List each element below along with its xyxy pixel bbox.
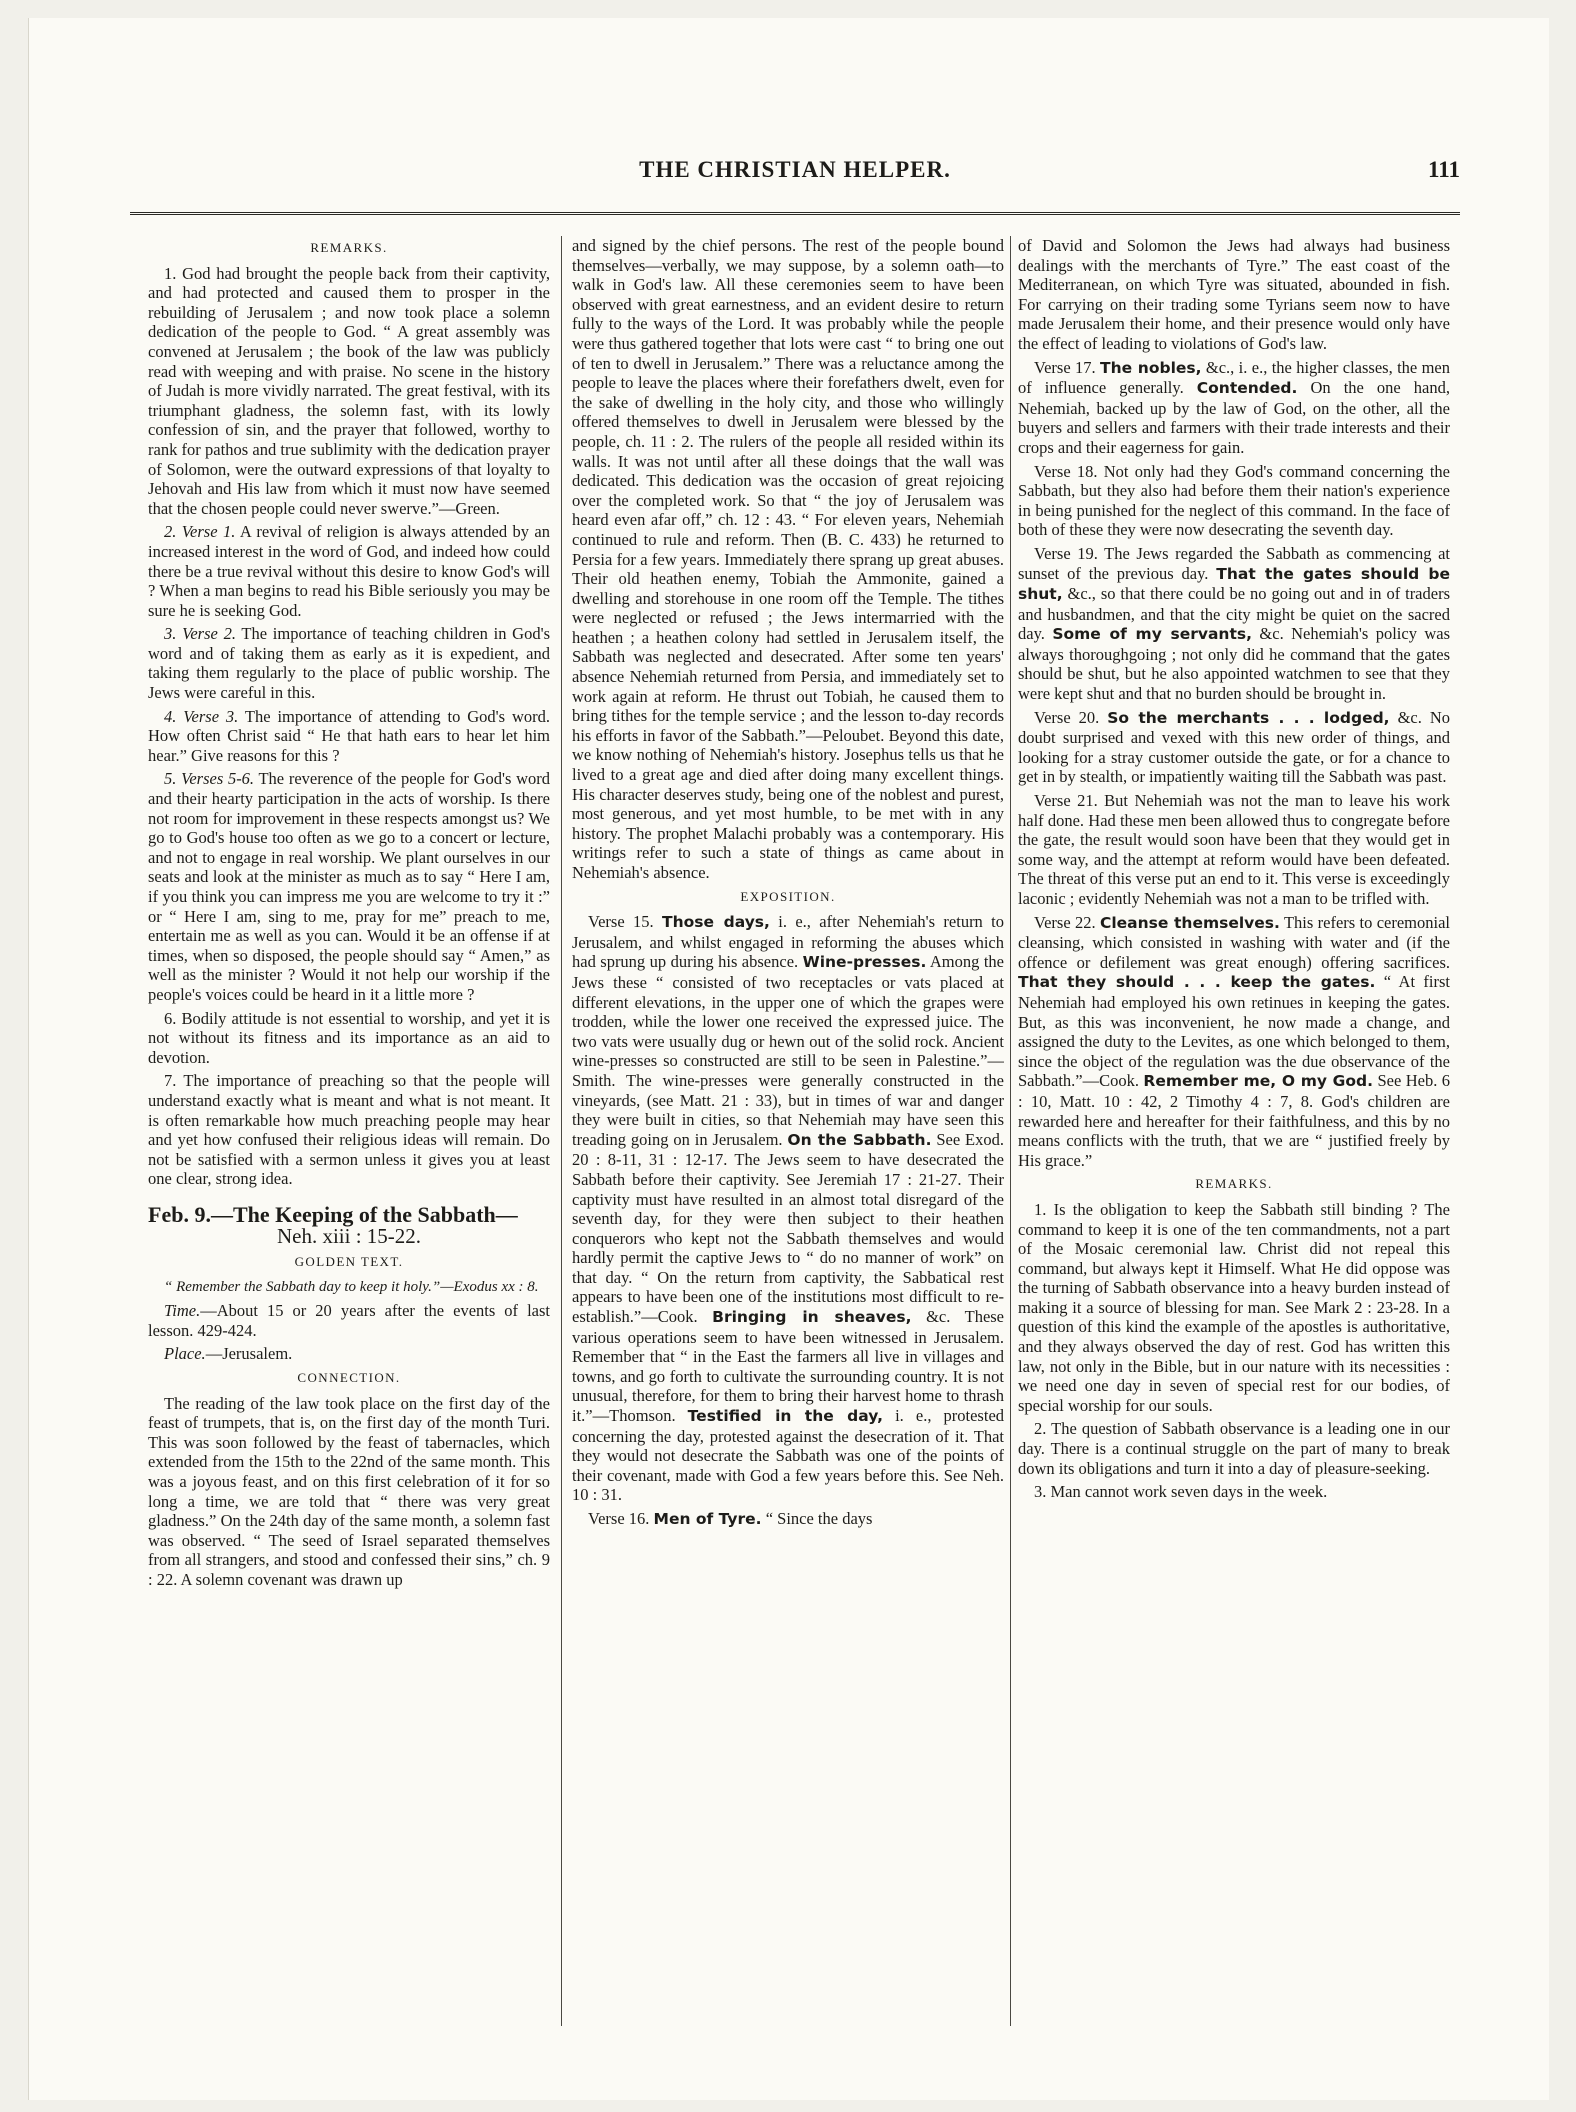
- verse-15-text: i. e., after Nehemiah's return to Jerusalem, and whilst engaged in reforming the abuses which had sprung up during his absence.: [572, 912, 1004, 972]
- remark-5-label: 5. Verses 5-6.: [164, 769, 255, 789]
- wine-presses-text: Among the Jews these “ consisted of two receptacles or vats placed at different elevations, in the upper one of which the grapes were trodden, while the lower one received the expressed juice. The two vats were usually dug or hewn out of the solid rock. Ancient wine-presses so constructed are still to be seen in Palestine.”—Smith. The wine-presses were generally constructed in the vineyards, (see Matt. 21 : 33), but in times of war and danger they were built in cities, so that Nehemiah may have seen this treading going on in Jerusalem.: [572, 952, 1004, 1149]
- sheaves-label: Bringing in sheaves,: [712, 1308, 912, 1327]
- remark-5-text: The reverence of the people for God's word and their hearty participation in the acts of worship. Is there not room for improvement in these respects amongst us? We go to God's house too often as we go to a concert or lecture, and not to engage in real worship. We plant ourselves in our seats and look at the minister as much as to say “ Here I am, if you think you can impress me you are welcome to try it :” or “ Here I am, sing to me, pray for me” preach to me, entertain me as well as you can. Would it be an offense if at times, when so disposed, the people should say “ Amen,” as well as the minister ? Would it not help our worship if the people's voices could be heard in it a little more ?: [148, 769, 550, 1004]
- remark-7: 7. The importance of preaching so that the people will understand exactly what is meant and what is not meant. It is often remarkable how much preaching people may hear and yet how confused their religious ideas will remain. Do not be satisfied with a sermon unless it gives you at least one clear, strong idea.: [148, 1071, 550, 1189]
- gates-label: That the gates should be shut,: [1018, 564, 1450, 604]
- verse-15-label: Those days,: [662, 913, 770, 932]
- remark-5: [148, 769, 550, 1004]
- verse-16: Verse 16. Men of Tyre. “ Since the days: [588, 1509, 873, 1528]
- column-2: [572, 236, 1004, 2056]
- contended-text: On the one hand, Nehemiah, backed up by the law of God, on the other, all the buyers and sellers and farmers with their trade interests and their crops and their eagerness for gain.: [1018, 378, 1450, 457]
- verse-19-text-a: Verse 19. The Jews regarded the Sabbath as commencing at sunset of the previous day.: [1018, 543, 1450, 583]
- verse-21: Verse 21. But Nehemiah was not the man to leave his work half done. Had these men been allowed thus to congregate before the gate, the result would soon have been that they would get in some way, and the attempt at reform would have been defeated. The threat of this verse put an end to it. This verse is exceedingly laconic ; evidently Nehemiah was not a man to be trifled with.: [1018, 791, 1450, 908]
- remark-4-text: The importance of attending to God's word. How often Christ said “ He that hath ears to hear let him hear.” Give reasons for this ?: [148, 706, 550, 765]
- remark-1: 1. God had brought the people back from their captivity, and had protected and caused them to prosper in the rebuilding of Jerusalem ; and now took place a solemn dedication of the people to God. “ A great assembly was convened at Jerusalem ; the book of the law was publicly read with weeping and with praise. No scene in the history of Judah is more vividly narrated. The great festival, with its triumphant gladness, the solemn fast, with its lowly confession of sin, and the prayer that followed, worthy to rank for pathos and true sublimity with the dedication prayer of Solomon, were the outward expressions of that loyalty to Jehovah and His law from which it must now have seemed that the chosen people could never swerve.”—Green.: [148, 263, 550, 518]
- testified-text: i. e., protested concerning the day, protested against the desecration of it. That they would not desecrate the Sabbath was one of the points of their covenant, made with God a few years before this. See Neh. 10 : 31.: [572, 1406, 1004, 1505]
- verse-22-text-b: “ At first Nehemiah had employed his own retinues in keeping the gates. But, as this was inconvenient, he now made a change, and assigned the duty to the Levites, as one which belonged to them, since the object of the regulation was the due observance of the Sabbath.”—Cook.: [1018, 972, 1450, 1091]
- verse-19: [1018, 544, 1450, 704]
- page-number: 111: [1428, 157, 1460, 182]
- remember-label: Remember me, O my God.: [1143, 1072, 1374, 1091]
- remark-2-label: 2. Verse 1.: [164, 522, 236, 542]
- verse-16-continued: of David and Solomon the Jews had always had business dealings with the merchants of Tyre.” The east coast of the Mediterranean, on which Tyre was situated, abounded in fish. For carrying on their trading some Tyrians seem now to have made Jerusalem their home, and their presence would only have the effect of leading to violations of God's law.: [1018, 236, 1450, 353]
- verse-16-text: “ Since the days: [765, 1509, 873, 1528]
- place-label: Place.: [164, 1344, 206, 1364]
- verse-16-label: Men of Tyre.: [653, 1510, 762, 1528]
- remark-2-text: A revival of religion is always attended by an increased interest in the word of God, and indeed how could there be a true revival without this desire to know God's will ? When a man begins to read his Bible seriously you may be sure he is seeking God.: [148, 522, 550, 620]
- verse-20-text: &c. No doubt surprised and vexed with this new order of things, and looking for a stray customer outside the gate, or for a chance to get in by stealth, or impatiently waiting till the Sabbath was past.: [1018, 707, 1450, 787]
- sabbath-remark-1: 1. Is the obligation to keep the Sabbath still binding ? The command to keep it is one of the ten commandments, not a part of the Mosaic ceremonial law. Christ did not repeal this command, but always kept it Himself. What He did oppose was the turning of Sabbath observance into a heavy burden instead of making it a source of blessing for man. See Mark 2 : 23-28. In a question of this kind the example of the apostles is authoritative, and they always observed the day of rest. God has written this law, not only in the Bible, but in our nature with its necessities : we need one day in seven of special rest for our bodies, of special worship for our souls.: [1018, 1199, 1450, 1415]
- running-header: [130, 157, 1460, 203]
- remark-3-label: 3. Verse 2.: [164, 624, 236, 644]
- keep-gates-label: That they should . . . keep the gates.: [1018, 973, 1376, 992]
- contended-label: Contended.: [1196, 379, 1298, 398]
- verse-19-text-b: &c., so that there could be no going out and in of traders and husbandmen, and that the city might be quiet on the sacred day.: [1018, 584, 1450, 644]
- connection-heading: CONNECTION.: [297, 1370, 401, 1386]
- lesson-reference: Neh. xiii : 15-22.: [276, 1223, 422, 1248]
- verse-19-text-c: &c. Nehemiah's policy was always thoroughgoing ; not only did he command that the gates should be shut, but he also appointed watchmen to see that they were kept shut and that no burden should be brought in.: [1018, 624, 1450, 704]
- sabbath-label: On the Sabbath.: [787, 1130, 932, 1149]
- exposition-heading: EXPOSITION.: [740, 888, 836, 904]
- column-divider-2: [1010, 236, 1011, 2026]
- journal-title: THE CHRISTIAN HELPER.: [639, 157, 951, 182]
- golden-text-heading: GOLDEN TEXT.: [294, 1254, 404, 1270]
- remark-6: 6. Bodily attitude is not essential to worship, and yet it is not without its fitness and its importance as an aid to devotion.: [148, 1008, 550, 1067]
- time-line: [148, 1301, 550, 1340]
- servants-label: Some of my servants,: [1052, 625, 1252, 644]
- sheaves-text: &c. These various operations seem to have been witnessed in Jerusalem. Remember that “ in the East the farmers all live in villages and towns, and go forth to cultivate the surrounding country. It is not unusual, therefore, for them to bring their harvest home to thrash it.”—Thomson.: [572, 1307, 1004, 1426]
- verse-20: Verse 20. So the merchants . . . lodged, &c. No doubt surprised and vexed with this new order of things, and looking for a stray customer outside the gate, or for a chance to get in by stealth, or impatiently waiting till the Sabbath was past.: [1018, 707, 1450, 787]
- column-divider-1: [561, 236, 562, 2026]
- verse-22-text-a: This refers to ceremonial cleansing, which consisted in washing with water and (if the offence or defilement was great enough) offering sacrifices.: [1018, 912, 1450, 972]
- sabbath-remark-3: 3. Man cannot work seven days in the week.: [1034, 1482, 1328, 1502]
- cleanse-label: Cleanse themselves.: [1099, 913, 1280, 932]
- golden-text: “ Remember the Sabbath day to keep it holy.”—Exodus xx : 8.: [164, 1278, 539, 1295]
- remark-4-label: 4. Verse 3.: [164, 706, 239, 726]
- verse-22-text-c: See Heb. 6 : 10, Matt. 10 : 42, 2 Timothy 4 : 7, 8. God's children are rewarded here and hereafter for their faithfulness, and this by no means conflicts with the truth, that we are “ justified freely by His grace.”: [1018, 1071, 1450, 1170]
- remark-2: [148, 522, 550, 620]
- remarks-heading-2: REMARKS.: [1195, 1176, 1273, 1192]
- place-line: [148, 1344, 550, 1364]
- lesson-title: Feb. 9.—The Keeping of the Sabbath—: [148, 1201, 518, 1227]
- verse-22: Verse 22. Cleanse themselves. This refers to ceremonial cleansing, which consisted in washing with water and (if the offence or defilement was great enough) offering sacrifices. That they should . . . keep the gates. “ At first Nehemiah had employed his own retinues in keeping the gates. But, as this was inconvenient, he now made a change, and assigned the duty to the Levites, as one which belonged to them, since the object of the regulation was the due observance of the Sabbath.”—Cook. Remember me, O my God. See Heb. 6 : 10, Matt. 10 : 42, 2 Timothy 4 : 7, 8. God's children are rewarded here and hereafter for their faithfulness, and this by no means conflicts with the truth, that we are “ justified freely by His grace.”: [1018, 912, 1450, 1170]
- remark-3: [148, 624, 550, 702]
- header-rule: [130, 212, 1460, 215]
- verse-15: Verse 15. Those days, i. e., after Nehemiah's return to Jerusalem, and whilst engaged in reforming the abuses which had sprung up during his absence. Wine-presses. Among the Jews these “ consisted of two receptacles or vats placed at different elevations, in the upper one of which the grapes were trodden, while the lower one received the expressed juice. The two vats were usually dug or hewn out of the solid rock. Ancient wine-presses so constructed are still to be seen in Palestine.”—Smith. The wine-presses were generally constructed in the vineyards, (see Matt. 21 : 33), but in times of war and danger they were built in cities, so that Nehemiah may have seen this treading going on in Jerusalem. On the Sabbath. See Exod. 20 : 8-11, 31 : 12-17. The Jews seem to have desecrated the Sabbath before their captivity. See Jeremiah 17 : 21-27. Their captivity must have resulted in an almost total disregard of the seventh day, for they were then subject to their heathen conquerors who kept not the Sabbath themselves and would hardly permit the captive Jews to “ do no manner of work” on that day. “ On the return from captivity, the Sabbatical rest appears to have been one of the institutions most difficult to re-establish.”—Cook. Bringing in sheaves, &c. These various operations seem to have been witnessed in Jerusalem. Remember that “ in the East the farmers all live in villages and towns, and go forth to cultivate the surrounding country. It is not unusual, therefore, for them to bring their harvest home to thrash it.”—Thomson. Testified in the day, i. e., protested concerning the day, protested against the desecration of it. That they would not desecrate the Sabbath was one of the points of their covenant, made with God a few years before this. See Neh. 10 : 31.: [572, 912, 1004, 1505]
- column-3: [1018, 236, 1450, 2056]
- verse-18: Verse 18. Not only had they God's command concerning the Sabbath, but they also had before them their nation's experience in being punished for the neglect of this command. In the face of both of these they were now desecrating the seventh day.: [1018, 461, 1450, 540]
- connection-continued: and signed by the chief persons. The rest of the people bound themselves—verbally, we may suppose, by a solemn oath—to walk in God's law. All these ceremonies seem to have been observed with great earnestness, and an evident desire to return fully to the ways of the Lord. It was probably while the people were thus gathered together that lots were cast “ to bring one out of ten to dwell in Jerusalem.” There was a reluctance among the people to leave the places where their forefathers dwelt, even for the sake of dwelling in the holy city, and those who willingly offered themselves to dwell in Jerusalem were blessed by the people, ch. 11 : 2. The rulers of the people all resided within its walls. It was not until after all these doings that the wall was dedicated. This dedication was the occasion of great rejoicing over the completed work. So that “ the joy of Jerusalem was heard even afar off,” ch. 12 : 43. “ For eleven years, Nehemiah continued to rule and reform. Then (B. C. 433) he returned to Persia for a few years. Immediately there sprang up great abuses. Their old heathen enemy, Tobiah the Ammonite, gained a dwelling and storehouse in one room off the Temple. The tithes were neglected or refused ; the Jews intermarried with the heathen ; a heathen colony had settled in Jerusalem itself, the Sabbath was neglected and desecrated. After some ten years' absence Nehemiah returned from Persia, and immediately set to work again at reform. He thrust out Tobiah, he caused them to bring tithes for the temple service ; and the lesson to-day records his efforts in favor of the Sabbath.”—Peloubet. Beyond this date, we know nothing of Nehemiah's history. Josephus tells us that he lived to a great age and died after doing many excellent things. His character deserves study, being one of the noblest and purest, most generous, and yet most humble, to be met with in any history. The prophet Malachi probably was a contemporary. His writings refer to such a state of things as came about in Nehemiah's absence.: [572, 236, 1004, 882]
- testified-label: Testified in the day,: [687, 1407, 883, 1426]
- verse-17: Verse 17. The nobles, &c., i. e., the higher classes, the men of influence generally. Contended. On the one hand, Nehemiah, backed up by the law of God, on the other, all the buyers and sellers and farmers with their trade interests and their crops and their eagerness for gain.: [1018, 357, 1450, 457]
- sabbath-text: See Exod. 20 : 8-11, 31 : 12-17. The Jews seem to have desecrated the Sabbath before their captivity. See Jeremiah 17 : 21-27. Their captivity must have resulted in an almost total disregard of the seventh day, for they were then subject to their heathen conquerors who kept not the Sabbath themselves and would hardly permit the captive Jews to “ do no manner of work” on that day. “ On the return from captivity, the Sabbatical rest appears to have been one of the institutions most difficult to re-establish.”—Cook.: [572, 1129, 1004, 1327]
- connection-text: The reading of the law took place on the first day of the feast of trumpets, that is, on the first day of the month Turi. This was soon followed by the feast of tabernacles, which extended from the 15th to the 22nd of the same month. This was a joyous feast, and on this first celebration of it for so long a time, we are told that “ there was very great gladness.” On the 24th day of the same month, a solemn fast was observed. “ The seed of Israel separated themselves from all strangers, and stood and confessed their sins,” ch. 9 : 22. A solemn covenant was drawn up: [148, 1393, 550, 1589]
- remark-4: [148, 707, 550, 766]
- nobles-label: The nobles,: [1100, 358, 1202, 377]
- nobles-text: &c., i. e., the higher classes, the men of influence generally.: [1018, 357, 1450, 398]
- column-1: [148, 236, 550, 2056]
- remarks-heading: REMARKS.: [310, 240, 388, 255]
- place-text: —Jerusalem.: [205, 1344, 293, 1364]
- remark-3-text: The importance of teaching children in God's word and of taking them as early as it is expedient, and taking them regularly to the place of public worship. The Jews were careful in this.: [148, 624, 550, 703]
- sabbath-remark-2: 2. The question of Sabbath observance is a leading one in our day. There is a continual struggle on the part of many to break down its obligations and turn it into a day of pleasure-seeking.: [1018, 1419, 1450, 1478]
- time-label: Time.: [164, 1301, 201, 1321]
- wine-presses-label: Wine-presses.: [802, 953, 927, 972]
- merchants-label: So the merchants . . . lodged,: [1107, 708, 1390, 727]
- time-text: —About 15 or 20 years after the events of last lesson. 429-424.: [148, 1301, 550, 1340]
